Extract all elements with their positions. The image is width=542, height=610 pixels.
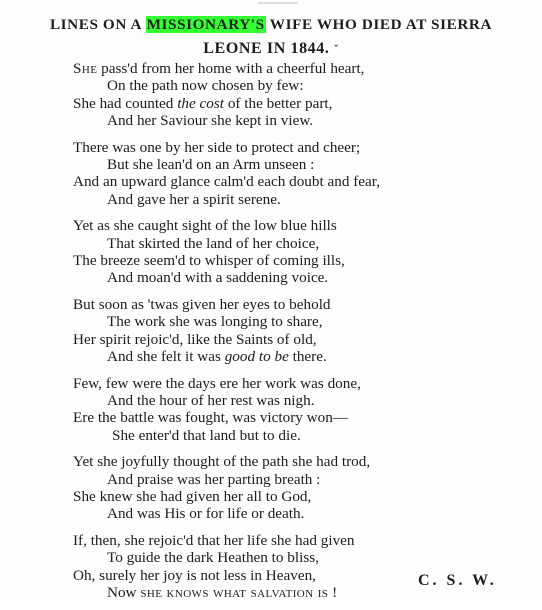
poem-line: That skirted the land of her choice, [107, 234, 320, 252]
poem-title [0, 14, 542, 62]
poem-line: The breeze seem'd to whisper of coming ills, [73, 252, 345, 270]
poem-line: On the path now chosen by few: [107, 77, 304, 95]
poem-line: And moan'd with a saddening voice. [107, 269, 329, 287]
title-text-before: LINES ON A [49, 16, 146, 33]
poem-line: The work she was longing to share, [107, 313, 323, 331]
poem-line: There was one by her side to protect and cheer; [73, 138, 361, 156]
poem-line: And was His or for life or death. [107, 505, 305, 523]
poem-line: To guide the dark Heathen to bliss, [107, 549, 319, 567]
poem-line: Yet she joyfully thought of the path she had trod, [73, 453, 371, 471]
poem-line: And her Saviour she kept in view. [107, 112, 314, 130]
stanza [0, 375, 542, 445]
cropped-header-remnant [258, 0, 298, 4]
title-line-1 [0, 14, 542, 36]
title-text-after: WIFE WHO DIED AT SIERRA [265, 16, 493, 33]
italic-phrase: good to be [224, 348, 289, 366]
stanza [0, 60, 542, 130]
title-line-2 [0, 36, 542, 62]
poem-line: Her spirit rejoic'd, like the Saints of old, [73, 330, 317, 348]
poem-line: She had counted the cost of the better part, [73, 94, 333, 112]
drop-word: She [73, 60, 98, 77]
poem-line: And gave her a spirit serene. [107, 190, 281, 208]
poem-line: But soon as 'twas given her eyes to behold [73, 295, 331, 313]
stanza [0, 296, 542, 366]
poem-line: She enter'd that land but to die. [112, 426, 301, 444]
title-text-line2: LEONE IN 1844. [203, 40, 330, 57]
poem-line: Few, few were the days ere her work was done, [73, 374, 361, 392]
poem-line: Yet as she caught sight of the low blue hills [73, 217, 337, 235]
poem-line: Ere the battle was fought, was victory won— [73, 409, 348, 427]
italic-phrase: the cost [177, 94, 225, 112]
poem-line: But she lean'd on an Arm unseen : [107, 156, 315, 174]
poem-line: And the hour of her rest was nigh. [107, 391, 315, 409]
stanza [0, 139, 542, 209]
poem-line: She knew she had given her all to God, [73, 487, 312, 505]
poem-line: And an upward glance calm'd each doubt and fear, [73, 173, 381, 191]
poem-line: Now she knows what salvation is ! [107, 583, 338, 601]
stanza [0, 532, 542, 602]
small-caps-phrase: she knows what salvation is [140, 583, 329, 601]
highlighted-word: MISSIONARY'S [146, 16, 265, 33]
stanza [0, 217, 542, 287]
poem-line: Oh, surely her joy is not less in Heaven, [73, 566, 316, 584]
stanza [0, 453, 542, 523]
poem-line: She pass'd from her home with a cheerful heart, [73, 60, 365, 77]
poem-line: And she felt it was good to be there. [107, 348, 327, 366]
signature: C. S. W. [418, 572, 497, 589]
poem-line: If, then, she rejoic'd that her life she had given [73, 531, 355, 549]
pen-mark: ˇ [334, 42, 339, 56]
poem-line: And praise was her parting breath : [107, 470, 321, 488]
poem-body [0, 60, 542, 610]
